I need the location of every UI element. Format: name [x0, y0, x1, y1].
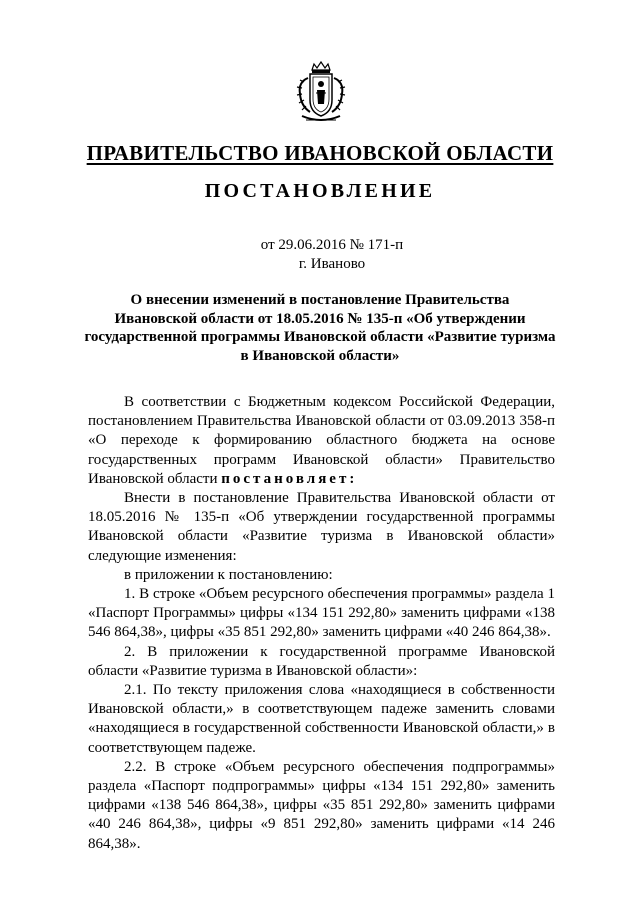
paragraph: в приложении к постановлению:	[124, 566, 333, 583]
paragraph: Внести в постановление Правительства Ивановской области от 18.05.2016 № 135-п «Об утверждении государственной программы Ивановской области «Развитие туризма в Ивановской области» следующие изменения:	[88, 490, 555, 564]
subject-line: Ивановской области от 18.05.2016 № 135-п «Об утверждении	[114, 310, 526, 327]
subject-line: О внесении изменений в постановление Правительства	[130, 292, 510, 308]
subject-line: в Ивановской области»	[240, 347, 400, 364]
decree-word: постановляет:	[221, 470, 358, 487]
paragraph: 2.1. По тексту приложения слова «находящиеся в собственности Ивановской области,» в соответствующем падеже заменить словами «находящиеся в государственной собственности Ивановской области,» в соответствующем падеже.	[88, 682, 555, 756]
preamble-text: В соответствии с Бюджетным кодексом Российской Федерации, постановлением Правительства Ивановской области от 03.09.2013 358-п «О переходе к формированию областного бюджета на основе государственных программ Ивановской области» Правительство Ивановской области	[88, 394, 555, 487]
coat-of-arms-icon	[292, 60, 350, 126]
paragraph: 1. В строке «Объем ресурсного обеспечения программы» раздела 1 «Паспорт Программы» цифры «134 151 292,80» заменить цифрами «138 546 864,38», цифры «35 851 292,80» заменить цифрами «40 246 864,38».	[88, 586, 555, 641]
document-subject	[70, 291, 570, 365]
paragraph: 2.2. В строке «Объем ресурсного обеспечения подпрограммы» раздела «Паспорт подпрограммы» цифры «134 151 292,80» заменить цифрами «138 546 864,38», цифры «35 851 292,80» заменить цифрами «40 246 864,38», цифры «9 851 292,80» заменить цифрами «14 246 864,38».	[88, 758, 555, 852]
subject-line: государственной программы Ивановской области «Развитие туризма	[84, 329, 556, 345]
document-date-number: от 29.06.2016 № 171-п	[260, 237, 404, 253]
document-type-title: ПОСТАНОВЛЕНИЕ	[204, 180, 436, 202]
paragraph: 2. В приложении к государственной программе Ивановской области «Развитие туризма в Ивановской области»:	[88, 643, 555, 679]
document-city: г. Иваново	[298, 256, 366, 272]
paragraph-preamble	[88, 393, 555, 489]
government-title: ПРАВИТЕЛЬСТВО ИВАНОВСКОЙ ОБЛАСТИ	[86, 141, 554, 165]
document-body	[88, 393, 555, 854]
